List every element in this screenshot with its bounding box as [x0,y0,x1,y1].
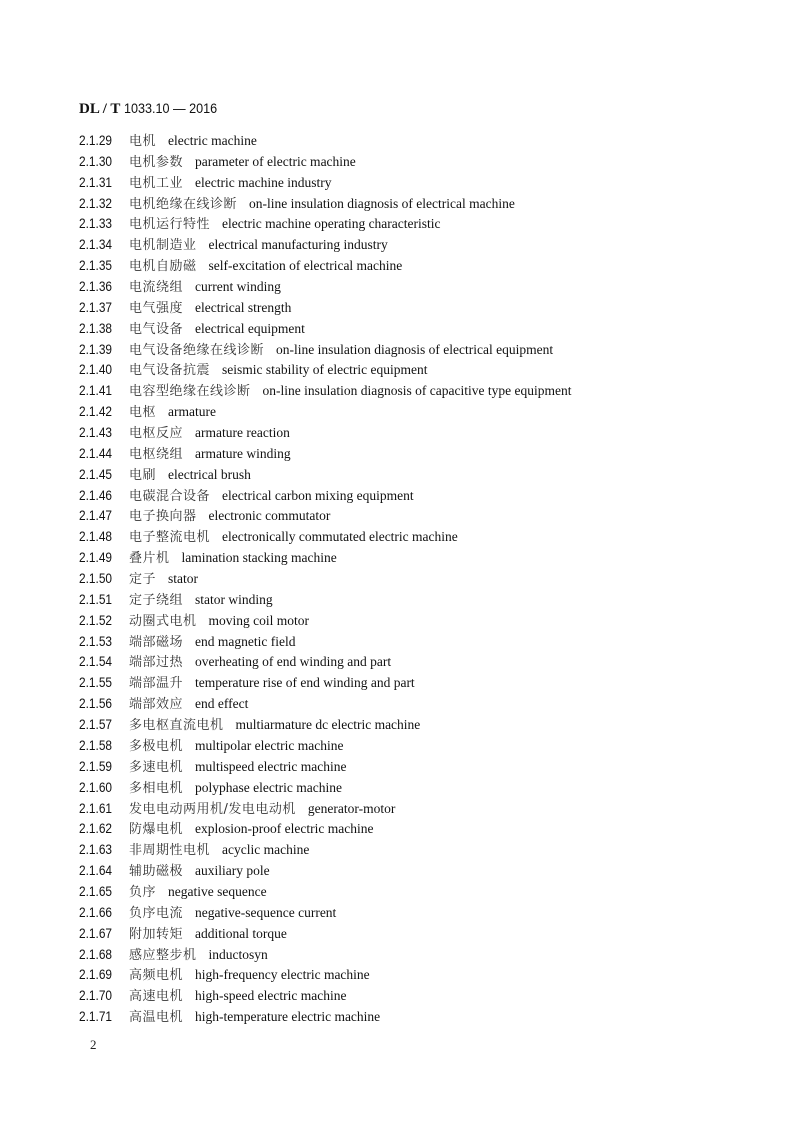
term-number: 2.1.57 [79,717,113,733]
term-english: electric machine industry [195,174,332,190]
term-english: end effect [195,696,249,712]
term-english: high-temperature electric machine [195,1009,381,1025]
term-chinese: 高速电机 [129,989,184,1005]
term-number: 2.1.33 [79,216,113,232]
term-english: electrical strength [195,299,292,315]
term-number: 2.1.71 [79,1009,113,1025]
term-chinese: 定子绕组 [129,592,184,608]
term-chinese: 多电枢直流电机 [129,718,224,734]
term-number: 2.1.48 [79,529,113,545]
term-english: temperature rise of end winding and part [195,675,415,691]
term-chinese: 高温电机 [129,1010,184,1026]
term-english: electric machine operating characteristic [222,216,441,232]
term-chinese: 电气强度 [129,300,184,316]
term-english: multiarmature dc electric machine [235,717,421,733]
term-chinese: 电机参数 [129,154,184,170]
term-number: 2.1.63 [79,842,113,858]
term-english: electronic commutator [208,508,331,524]
term-chinese: 电机制造业 [129,238,197,254]
term-number: 2.1.40 [79,362,113,378]
term-english: electrical equipment [195,320,305,336]
term-number: 2.1.67 [79,925,113,941]
term-number: 2.1.31 [79,174,113,190]
term-chinese: 电机运行特性 [129,217,211,233]
term-english: end magnetic field [195,633,296,649]
term-number: 2.1.44 [79,445,113,461]
term-number: 2.1.36 [79,279,113,295]
term-english: on-line insulation diagnosis of capacitive type equipment [262,383,572,399]
term-chinese: 电枢 [129,405,157,421]
term-english: electronically commutated electric machine [222,529,458,545]
term-chinese: 端部过热 [129,655,184,671]
term-chinese: 电气设备绝缘在线诊断 [129,342,265,358]
term-chinese: 端部温升 [129,676,184,692]
term-english: electrical manufacturing industry [208,237,388,253]
term-number: 2.1.34 [79,237,113,253]
term-number: 2.1.64 [79,863,113,879]
standard-prefix: DL / T [79,101,121,117]
term-number: 2.1.49 [79,550,113,566]
term-english: on-line insulation diagnosis of electrical machine [249,195,515,211]
term-number: 2.1.52 [79,612,113,628]
term-number: 2.1.55 [79,675,113,691]
term-number: 2.1.51 [79,591,113,607]
term-english: armature winding [195,445,291,461]
term-chinese: 多极电机 [129,738,184,754]
term-number: 2.1.54 [79,654,113,670]
term-chinese: 感应整步机 [129,947,197,963]
term-number: 2.1.66 [79,904,113,920]
term-chinese: 电枢绕组 [129,446,184,462]
page-number: 2 [90,1037,97,1052]
term-number: 2.1.35 [79,258,113,274]
term-english: stator winding [195,591,273,607]
term-number: 2.1.47 [79,508,113,524]
term-chinese: 电容型绝缘在线诊断 [129,384,251,400]
term-chinese: 非周期性电机 [129,843,211,859]
term-chinese: 电枢反应 [129,426,184,442]
term-chinese: 防爆电机 [129,822,184,838]
term-chinese: 叠片机 [129,551,170,567]
term-number: 2.1.43 [79,425,113,441]
term-english: electrical brush [168,466,251,482]
term-number: 2.1.61 [79,800,113,816]
term-chinese: 发电电动两用机/发电电动机 [129,801,296,817]
term-chinese: 电机自励磁 [129,259,197,275]
term-english: armature reaction [195,425,290,441]
term-chinese: 端部磁场 [129,634,184,650]
term-english: on-line insulation diagnosis of electrical equipment [276,341,554,357]
term-english: acyclic machine [222,842,310,858]
term-english: current winding [195,279,281,295]
term-chinese: 电气设备 [129,321,184,337]
term-chinese: 多相电机 [129,780,184,796]
term-english: electrical carbon mixing equipment [222,487,414,503]
term-number: 2.1.45 [79,466,113,482]
term-number: 2.1.59 [79,758,113,774]
term-english: armature [168,404,216,420]
term-english: multispeed electric machine [195,758,347,774]
term-number: 2.1.68 [79,946,113,962]
term-chinese: 电子换向器 [129,509,197,525]
term-number: 2.1.65 [79,883,113,899]
term-english: polyphase electric machine [195,779,342,795]
standard-code: 1033.10 — 2016 [124,100,218,116]
term-number: 2.1.62 [79,821,113,837]
term-chinese: 电机 [129,134,157,149]
term-number: 2.1.50 [79,571,113,587]
term-chinese: 电机绝缘在线诊断 [129,196,238,212]
term-english: inductosyn [208,946,268,962]
term-english: high-speed electric machine [195,988,347,1004]
term-chinese: 电子整流电机 [129,530,211,546]
term-number: 2.1.39 [79,341,113,357]
term-number: 2.1.38 [79,320,113,336]
term-number: 2.1.58 [79,737,113,753]
term-english: parameter of electric machine [195,153,356,169]
term-english: seismic stability of electric equipment [222,362,428,378]
term-english: negative sequence [168,883,267,899]
term-chinese: 端部效应 [129,697,184,713]
term-chinese: 电流绕组 [129,280,184,296]
term-number: 2.1.70 [79,988,113,1004]
term-number: 2.1.30 [79,153,113,169]
term-english: multipolar electric machine [195,737,344,753]
term-english: overheating of end winding and part [195,654,392,670]
term-english: negative-sequence current [195,904,337,920]
term-chinese: 负序 [129,884,157,900]
term-chinese: 动圈式电机 [129,613,197,629]
term-number: 2.1.42 [79,404,113,420]
term-number: 2.1.53 [79,633,113,649]
term-chinese: 定子 [129,572,157,588]
term-number: 2.1.56 [79,696,113,712]
term-number: 2.1.32 [79,195,113,211]
term-chinese: 附加转矩 [129,926,184,942]
term-english: additional torque [195,925,287,941]
term-chinese: 电碳混合设备 [129,488,211,504]
term-english: electric machine [168,133,257,148]
term-chinese: 负序电流 [129,905,184,921]
term-number: 2.1.60 [79,779,113,795]
term-english: stator [168,571,199,587]
term-english: auxiliary pole [195,863,270,879]
term-english: high-frequency electric machine [195,967,370,983]
term-english: generator-motor [307,800,396,816]
term-number: 2.1.37 [79,299,113,315]
document-header [79,100,228,118]
term-english: explosion-proof electric machine [195,821,374,837]
term-chinese: 高频电机 [129,968,184,984]
term-chinese: 电刷 [129,467,157,483]
term-chinese: 多速电机 [129,759,184,775]
term-chinese: 电气设备抗震 [129,363,211,379]
term-english: lamination stacking machine [181,550,337,566]
term-english: moving coil motor [208,612,310,628]
term-number: 2.1.46 [79,487,113,503]
term-number: 2.1.41 [79,383,113,399]
term-english: self-excitation of electrical machine [208,258,403,274]
term-number: 2.1.69 [79,967,113,983]
term-chinese: 辅助磁极 [129,864,184,880]
term-chinese: 电机工业 [129,175,184,191]
term-number: 2.1.29 [79,133,113,148]
